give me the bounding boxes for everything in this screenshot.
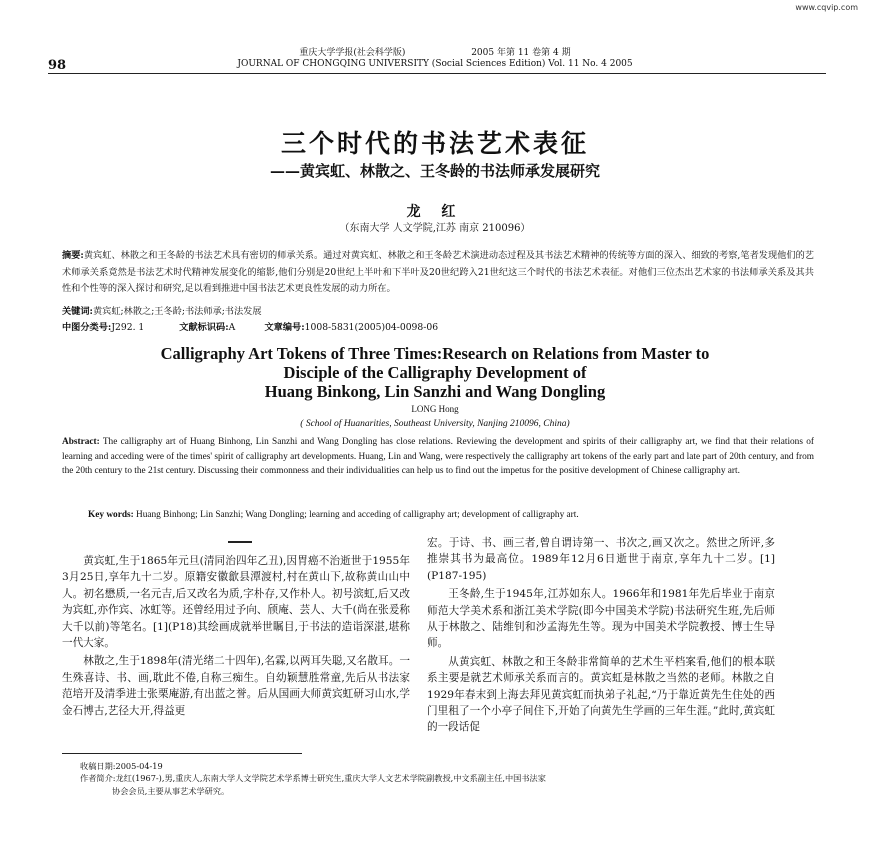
title-en-line-2: Disciple of the Calligraphy Development of — [283, 363, 587, 382]
body-column-left — [62, 553, 410, 721]
title-en-line-3: Huang Binkong, Lin Sanzhi and Wang Dongling — [264, 382, 606, 401]
article-subtitle-cn: ——黄宾虹、林散之、王冬龄的书法师承发展研究 — [269, 162, 600, 180]
author-bio-continued: 协会会员,主要从事艺术学研究。 — [112, 786, 230, 796]
clc-label: 中图分类号: — [62, 322, 112, 333]
abstract-text-en: The calligraphy art of Huang Binhong, Lin Sanzhi and Wang Dongling has close relations. Reviewing the development and spirits of their calligraphy art, we find that their relations of learning and acceding were of the times' spirit of calligraphy art developments. Huang, Lin and Wang, were respectively the calligraphy art tokens of the early part and late part of 20th century, and from the 20th century to the 21st century. Discussing their commonness and their individualities can help us to find out the impetus for the positive development of Chinese calligraphy art. — [62, 437, 815, 477]
footnote-rule — [62, 753, 302, 754]
source-url[interactable]: www.cqvip.com — [795, 3, 858, 12]
journal-name-cn: 重庆大学学报(社会科学版) — [299, 48, 406, 58]
paragraph: 王冬龄,生于1945年,江苏如东人。1966年和1981年先后毕业于南京师范大学美术系和浙江美术学院(即今中国美术学院)书法研究生班,先后师从于林散之、陆维钊和沙孟海先生等。现为中国美术学院教授、博士生导师。 — [427, 588, 775, 650]
keywords-cn — [62, 304, 814, 320]
issue-info-cn: 2005 年第 11 卷第 4 期 — [471, 48, 571, 58]
body-start-dash — [228, 541, 252, 543]
article-title-en — [40, 344, 830, 401]
keywords-label-en: Key words: — [88, 510, 134, 520]
title-en-line-1: Calligraphy Art Tokens of Three Times:Research on Relations from Master to — [160, 344, 710, 363]
article-number-label: 文章编号: — [264, 322, 305, 333]
doc-code: A — [228, 322, 236, 333]
paragraph: 从黄宾虹、林散之和王冬龄非常简单的艺术生平档案看,他们的根本联系主要是就艺术师承关系而言的。黄宾虹是林散之当然的老师。林散之自1929年春末到上海去拜见黄宾虹而执弟子礼起,“乃于靠近黄先生住处的西门里租了一个小亭子间住下,开始了向黄先生学画的三年生涯。”此时,黄宾虹的一段话促 — [427, 655, 775, 734]
paragraph: 林散之,生于1898年(清光绪二十四年),名霖,以两耳失聪,又名散耳。一生殊喜诗、书、画,耽此不倦,自称三痴生。自幼颖慧胜常童,先后从书法家范培开及清季进士张栗庵游,有出蓝之誉。后从国画大师黄宾虹研习山水,学金石博古,艺径大开,得益更 — [62, 655, 410, 717]
abstract-label-en: Abstract: — [62, 437, 100, 447]
keywords-text-cn: 黄宾虹;林散之;王冬龄;书法师承;书法发展 — [92, 306, 262, 317]
paragraph: 宏。于诗、书、画三者,曾自谓诗第一、书次之,画又次之。然世之所评,多推崇其书为最高位。1989年12月6日逝世于南京,享年九十二岁。[1](P187-195) — [427, 537, 775, 582]
body-column-right — [427, 535, 775, 738]
doc-code-label: 文献标识码: — [179, 322, 229, 333]
article-number: 1008-5831(2005)04-0098-06 — [304, 322, 439, 333]
page-number: 98 — [48, 58, 67, 73]
paragraph: 黄宾虹,生于1865年元旦(清同治四年乙丑),因胃癌不治逝世于1955年3月25日,享年九十二岁。原籍安徽歙县潭渡村,村在黄山下,故称黄山山中人。初名懋质,一名元吉,后又改名为质,字朴存,又作朴人。初号滨虹,后又改为宾虹,亦作宾、冰虹等。还曾经用过予向、颀庵、芸人、大千(尚在张爰称大千以前)等笔名。[1](P18)其绘画成就举世瞩目,于书法的造诣深湛,堪称一代大家。 — [62, 555, 410, 650]
abstract-en — [62, 435, 814, 479]
keywords-en — [88, 508, 818, 522]
keywords-text-en: Huang Binhong; Lin Sanzhi; Wang Dongling; learning and acceding of calligraphy art; development of calligraphy art. — [136, 510, 579, 520]
author-bio: 作者简介:龙红(1967-),男,重庆人,东南大学人文学院艺术学系博士研究生,重庆大学人文艺术学院副教授,中文系副主任,中国书法家 — [80, 773, 546, 783]
author-name-en: LONG Hong — [411, 404, 459, 414]
header-rule — [48, 73, 826, 74]
author-name-cn: 龙 红 — [406, 204, 464, 220]
clc-code: J292. 1 — [111, 322, 145, 333]
abstract-text-cn: 黄宾虹、林散之和王冬龄的书法艺术具有密切的师承关系。通过对黄宾虹、林散之和王冬龄艺术演进动态过程及其书法艺术精神的传统等方面的深入、细致的考察,笔者发现他们的艺术师承关系竟然是书法艺术时代精神发展变化的缩影,他们分别是20世纪上半叶和下半叶及20世纪跨入21世纪这三个时代的书法艺术表征。对他们三位杰出艺术家的书法师承关系及其共性和个性等的深入探讨和研究,足以看到推进中国书法艺术更良性发展的动力所在。 — [62, 250, 814, 294]
journal-name-en: JOURNAL OF CHONGQING UNIVERSITY (Social Sciences Edition) Vol. 11 No. 4 2005 — [237, 59, 633, 69]
affiliation-cn: （东南大学 人文学院,江苏 南京 210096） — [339, 223, 531, 234]
received-date: 收稿日期:2005-04-19 — [80, 761, 163, 771]
keywords-label-cn: 关键词: — [62, 306, 93, 317]
abstract-cn — [62, 248, 814, 298]
abstract-label-cn: 摘要: — [62, 250, 84, 261]
affiliation-en: ( School of Huanarities, Southeast University, Nanjing 210096, China) — [300, 419, 570, 429]
classification-line — [62, 320, 814, 336]
article-title-cn: 三个时代的书法艺术表征 — [280, 129, 589, 158]
